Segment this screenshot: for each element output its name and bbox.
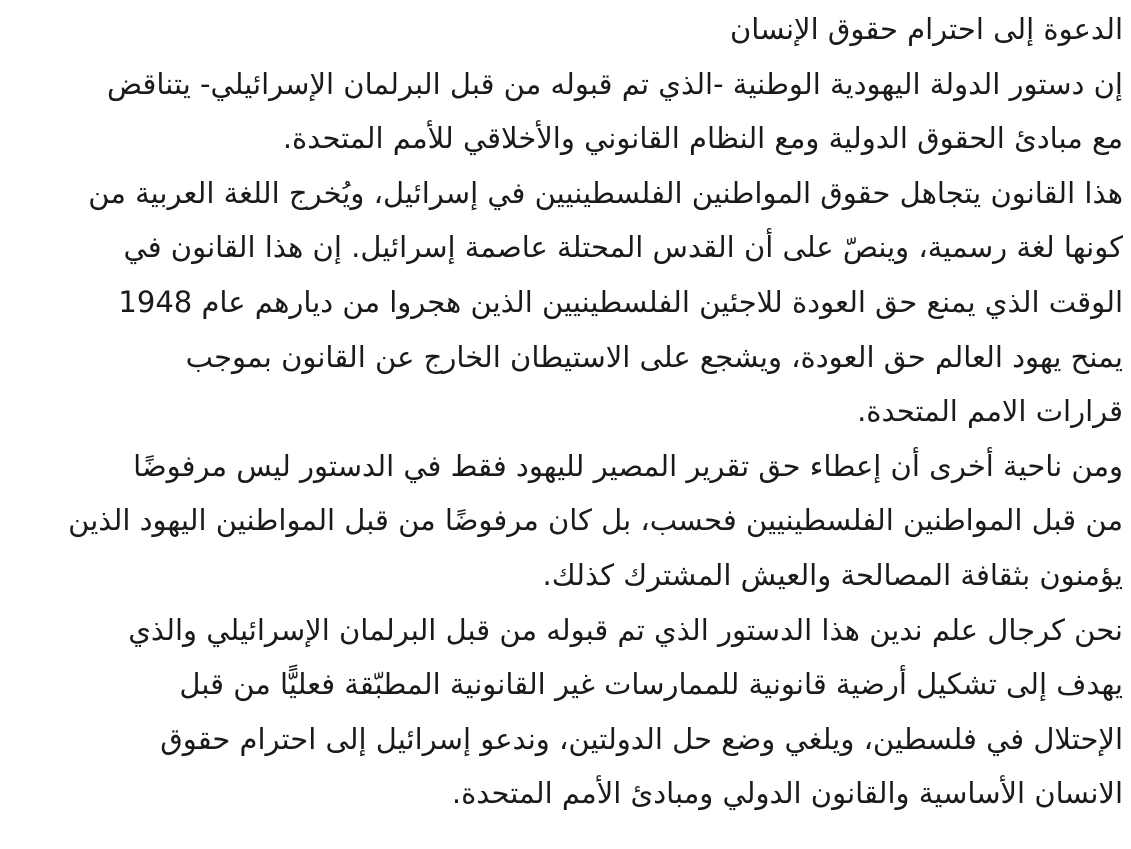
document-title: الدعوة إلى احترام حقوق الإنسان <box>729 12 1123 46</box>
text-line: الوقت الذي يمنع حق العودة للاجئين الفلسطينيين الذين هجروا من ديارهم عام 1948 <box>118 284 1123 319</box>
text-line: مع مبادئ الحقوق الدولية ومع النظام القانوني والأخلاقي للأمم المتحدة. <box>282 121 1123 156</box>
text-line: يؤمنون بثقافة المصالحة والعيش المشترك كذلك. <box>542 557 1123 592</box>
text-line: كونها لغة رسمية، وينصّ على أن القدس المحتلة عاصمة إسرائيل. إن هذا القانون في <box>123 230 1123 265</box>
text-line: الانسان الأساسية والقانون الدولي ومبادئ الأمم المتحدة. <box>451 776 1123 811</box>
text-line: قرارات الامم المتحدة. <box>857 394 1123 429</box>
text-line: يمنح يهود العالم حق العودة، ويشجع على الاستيطان الخارج عن القانون بموجب <box>185 339 1123 374</box>
text-line: نحن كرجال علم ندين هذا الدستور الذي تم قبوله من قبل البرلمان الإسرائيلي والذي <box>128 612 1123 647</box>
text-line: الإحتلال في فلسطين، ويلغي وضع حل الدولتين، وندعو إسرائيل إلى احترام حقوق <box>160 721 1123 756</box>
text-line: هذا القانون يتجاهل حقوق المواطنين الفلسطينيين في إسرائيل، ويُخرج اللغة العربية من <box>88 175 1123 210</box>
text-line: إن دستور الدولة اليهودية الوطنية -الذي تم قبوله من قبل البرلمان الإسرائيلي- يتناقض <box>107 66 1123 101</box>
text-line: يهدف إلى تشكيل أرضية قانونية للممارسات غير القانونية المطبّقة فعليًّا من قبل <box>179 667 1123 702</box>
text-line: ومن ناحية أخرى أن إعطاء حق تقرير المصير لليهود فقط في الدستور ليس مرفوضًا <box>133 448 1123 483</box>
text-line: من قبل المواطنين الفلسطينيين فحسب، بل كان مرفوضًا من قبل المواطنين اليهود الذين <box>68 503 1123 538</box>
